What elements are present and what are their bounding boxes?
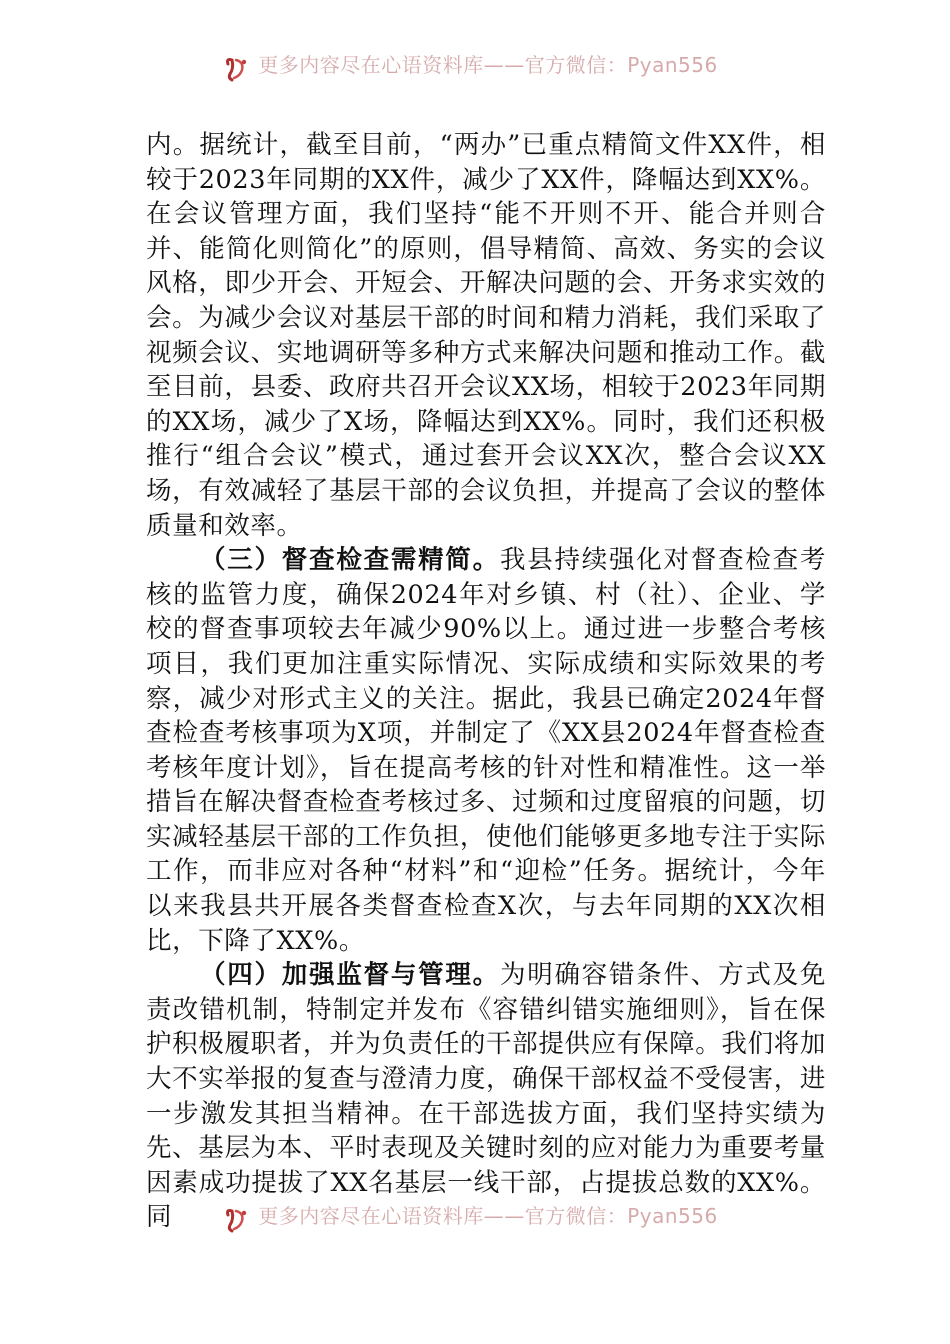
footer-watermark: [0, 1203, 950, 1237]
watermark-logo-icon: [222, 1205, 252, 1235]
watermark-logo-icon: [222, 54, 252, 84]
paragraph-continuation: [146, 128, 826, 543]
section-heading: （四）加强监督与管理。: [200, 960, 500, 991]
paragraph-section-three: [146, 543, 826, 958]
header-watermark: [0, 52, 950, 86]
paragraph-section-four: [146, 958, 826, 1235]
paragraph-text: 我县持续强化对督查检查考核的监管力度，确保2024年对乡镇、村（社）、企业、学校的督查事项较去年减少90%以上。通过进一步整合考核项目，我们更加注重实际情况、实际成绩和实际效果的考察，减少对形式主义的关注。据此，我县已确定2024年督查检查考核事项为X项，并制定了《XX县2024年督查检查考核年度计划》，旨在提高考核的针对性和精准性。这一举措旨在解决督查检查考核过多、过频和过度留痕的问题，切实减轻基层干部的工作负担，使他们能够更多地专注于实际工作，而非应对各种“材料”和“迎检”任务。据统计，今年以来我县共开展各类督查检查X次，与去年同期的XX次相比，下降了XX%。: [146, 545, 826, 956]
paragraph-text: 为明确容错条件、方式及免责改错机制，特制定并发布《容错纠错实施细则》，旨在保护积极履职者，并为负责任的干部提供应有保障。我们将加大不实举报的复查与澄清力度，确保干部权益不受侵害，进一步激发其担当精神。在干部选拔方面，我们坚持实绩为先、基层为本、平时表现及关键时刻的应对能力为重要考量因素成功提拔了XX名基层一线干部，占提拔总数的XX%。同: [146, 960, 826, 1233]
paragraph-text: 内。据统计，截至目前，“两办”已重点精简文件XX件，相较于2023年同期的XX件，减少了XX件，降幅达到XX%。在会议管理方面，我们坚持“能不开则不开、能合并则合并、能简化则简化”的原则，倡导精简、高效、务实的会议风格，即少开会、开短会、开解决问题的会、开务求实效的会。为减少会议对基层干部的时间和精力消耗，我们采取了视频会议、实地调研等多种方式来解决问题和推动工作。截至目前，县委、政府共召开会议XX场，相较于2023年同期的XX场，减少了X场，降幅达到XX%。同时，我们还积极推行“组合会议”模式，通过套开会议XX次，整合会议XX场，有效减轻了基层干部的会议负担，并提高了会议的整体质量和效率。: [146, 130, 826, 541]
watermark-text: 更多内容尽在心语资料库——官方微信：Pyan556: [258, 52, 718, 77]
section-heading: （三）督查检查需精简。: [200, 545, 500, 576]
watermark-text: 更多内容尽在心语资料库——官方微信：Pyan556: [258, 1203, 718, 1228]
document-body: [146, 128, 826, 1235]
